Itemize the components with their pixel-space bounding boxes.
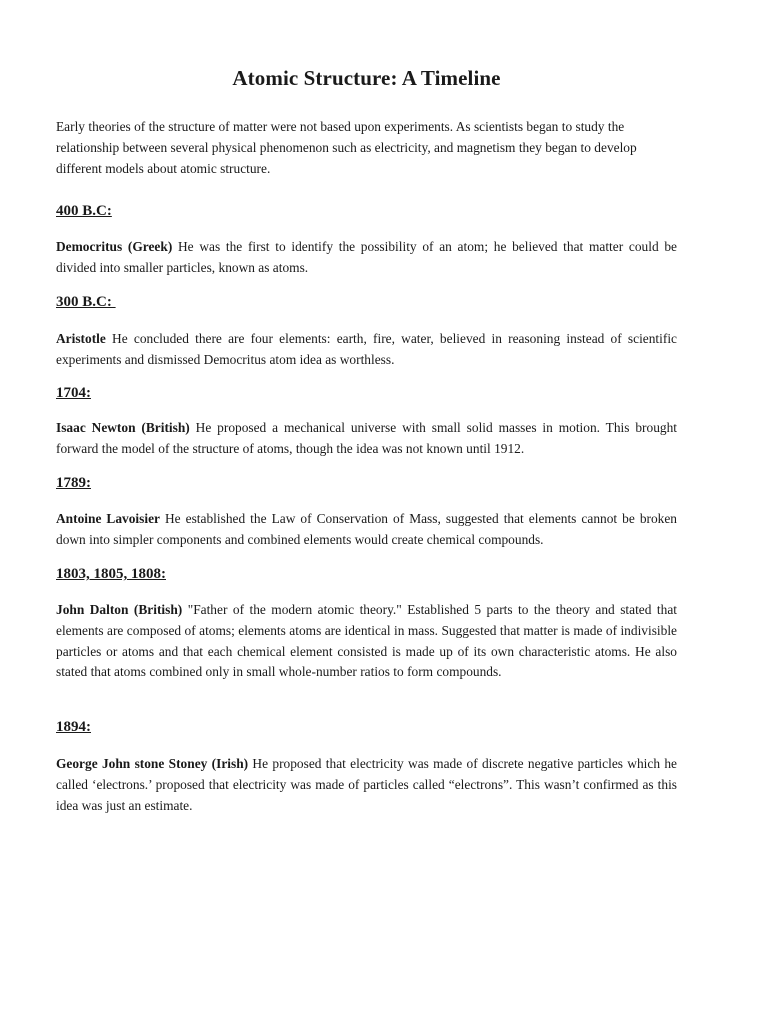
entry-text: He proposed a mechanical universe with small solid masses in motion. This brought forward the model of the structure of atoms, though the idea was not known until 1912.	[56, 420, 677, 456]
timeline-entry	[56, 237, 677, 279]
timeline-entry	[56, 754, 677, 816]
date-heading: 300 B.C:	[56, 294, 116, 310]
entry-text: He concluded there are four elements: earth, fire, water, believed in reasoning instead of scientific experiments and dismissed Democritus atom idea as worthless.	[56, 331, 677, 367]
timeline-entry	[56, 329, 677, 371]
scientist-name: George John stone Stoney (Irish)	[56, 756, 249, 771]
scientist-name: Isaac Newton (British)	[56, 420, 190, 435]
date-heading: 1789:	[56, 475, 91, 491]
date-heading: 1894:	[56, 719, 91, 735]
scientist-name: John Dalton (British)	[56, 602, 183, 617]
scientist-name: Aristotle	[56, 331, 106, 346]
intro-paragraph: Early theories of the structure of matter were not based upon experiments. As scientists began to study the relationship between several physical phenomenon such as electricity, and magnetism they began to develop different models about atomic structure.	[56, 119, 637, 176]
entry-text: He was the first to identify the possibility of an atom; he believed that matter could be divided into smaller particles, known as atoms.	[56, 239, 677, 275]
page-title: Atomic Structure: A Timeline	[232, 66, 501, 90]
timeline-entry	[56, 509, 677, 551]
entry-text: He proposed that electricity was made of discrete negative particles which he called ‘electrons.’ proposed that electricity was made of particles called “electrons”. This wasn’t confirmed as this idea was just an estimate.	[56, 756, 677, 813]
scientist-name: Antoine Lavoisier	[56, 511, 160, 526]
date-heading: 1803, 1805, 1808:	[56, 566, 166, 582]
timeline-entry	[56, 418, 677, 460]
entry-text: "Father of the modern atomic theory." Established 5 parts to the theory and stated that elements are composed of atoms; elements atoms are identical in mass. Suggested that matter is made of indivisible particles or atoms and that each chemical element consisted is made up of its own characteristic atoms. He also stated that atoms combined only in small whole-number ratios to form compounds.	[56, 602, 677, 680]
entry-text: He established the Law of Conservation of Mass, suggested that elements cannot be broken down into simpler components and combined elements would create chemical compounds.	[56, 511, 678, 547]
scientist-name: Democritus (Greek)	[56, 239, 173, 254]
timeline-entry	[56, 600, 677, 683]
date-heading: 400 B.C:	[56, 203, 112, 219]
date-heading: 1704:	[56, 385, 91, 401]
